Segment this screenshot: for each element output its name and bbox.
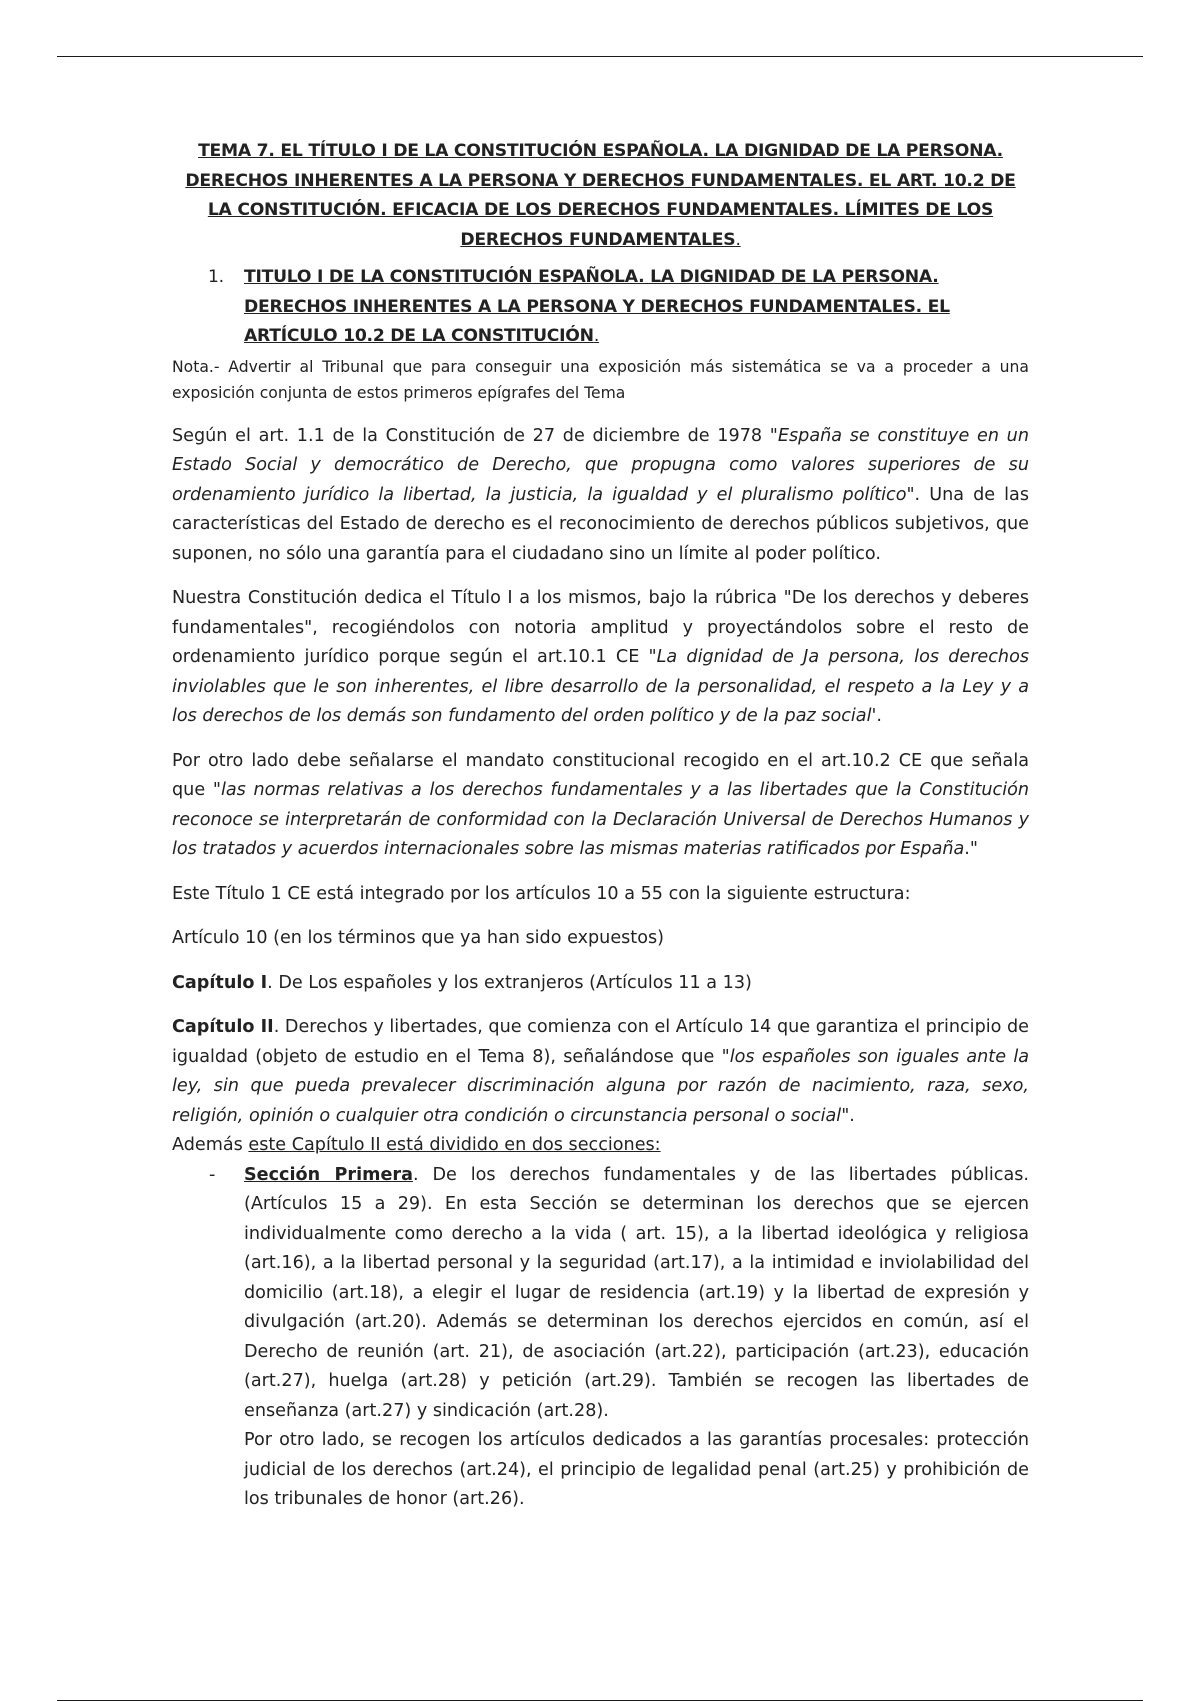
paragraph-structure: Este Título 1 CE está integrado por los artículos 10 a 55 con la siguiente estructura:	[172, 883, 911, 904]
section-heading	[172, 263, 1029, 352]
paragraph-articulo-10: Artículo 10 (en los términos que ya han sido expuestos)	[172, 928, 664, 948]
seccion-primera-text: Sección Primera. De los derechos fundamentales y de las libertades públicas. (Artículos 15 a 29). En esta Sección se determinan los derechos que se ejercen individualmente como derecho a la vida ( art. 15), a la libertad ideológica y religiosa (art.16), a la libertad personal y la seguridad (art.17), a la intimidad e inviolabilidad del domicilio (art.18), a elegir el lugar de residencia (art.19) y la libertad de expresión y divulgación (art.20). Además se determinan los derechos ejercidos en común, así el Derecho de reunión (art. 21), de asociación (art.22), participación (art.23), educación (art.27), huelga (art.28) y petición (art.29). También se recogen las libertades de enseñanza (art.27) y sindicación (art.28).	[244, 1164, 1029, 1421]
note-paragraph: Nota.- Advertir al Tribunal que para conseguir una exposición más sistemática se va a proceder a una exposición conjunta de estos primeros epígrafes del Tema	[172, 357, 1029, 402]
paragraph-ademas: Además este Capítulo II está dividido en dos secciones:	[172, 1135, 661, 1155]
list-item-body	[244, 1161, 1029, 1515]
section-heading-text: TITULO I DE LA CONSTITUCIÓN ESPAÑOLA. LA DIGNIDAD DE LA PERSONA. DERECHOS INHERENTES A LA PERSONA Y DERECHOS FUNDAMENTALES. EL ARTÍCULO 10.2 DE LA CONSTITUCIÓN.	[244, 267, 950, 346]
document-body	[172, 137, 1029, 1515]
paragraph-art-10-2: Por otro lado debe señalarse el mandato constitucional recogido en el art.10.2 CE que señala que "las normas relativas a los derechos fundamentales y a las libertades que la Constitución reconoce se interpretarán de conformidad con la Declaración Universal de Derechos Humanos y los tratados y acuerdos internacionales sobre las mismas materias ratificados por España."	[172, 750, 1030, 859]
paragraph-capitulo-1: Capítulo I. De Los españoles y los extranjeros (Artículos 11 a 13)	[172, 972, 752, 993]
list-item-seccion-primera	[172, 1161, 1029, 1515]
paragraph-titulo-i: Nuestra Constitución dedica el Título I a los mismos, bajo la rúbrica "De los derechos y deberes fundamentales", recogiéndolos con notoria amplitud y proyectándolos sobre el resto de ordenamiento jurídico porque según el art.10.1 CE "La dignidad de Ja persona, los derechos inviolables que le son inherentes, el libre desarrollo de la personalidad, el respeto a la Ley y a los derechos de los demás son fundamento del orden político y de la paz social'.	[172, 588, 1030, 726]
page-title: TEMA 7. EL TÍTULO I DE LA CONSTITUCIÓN ESPAÑOLA. LA DIGNIDAD DE LA PERSONA. DERECHOS INHERENTES A LA PERSONA Y DERECHOS FUNDAMENTALES. EL ART. 10.2 DE LA CONSTITUCIÓN. EFICACIA DE LOS DERECHOS FUNDAMENTALES. LÍMITES DE LOS DERECHOS FUNDAMENTALES.	[185, 141, 1016, 250]
header-rule	[57, 56, 1143, 57]
seccion-primera-garantias: Por otro lado, se recogen los artículos dedicados a las garantías procesales: protección judicial de los derechos (art.24), el principio de legalidad penal (art.25) y prohibición de los tribunales de honor (art.26).	[244, 1430, 1029, 1509]
paragraph-art-1-1: Según el art. 1.1 de la Constitución de 27 de diciembre de 1978 "España se constituye en un Estado Social y democrático de Derecho, que propugna como valores superiores de su ordenamiento jurídico la libertad, la justicia, la igualdad y el pluralismo político". Una de las características del Estado de derecho es el reconocimiento de derechos públicos subjetivos, que suponen, no sólo una garantía para el ciudadano sino un límite al poder político.	[172, 425, 1029, 564]
bullet-dash: -	[209, 1164, 216, 1185]
section-number: 1.	[208, 267, 224, 287]
paragraph-capitulo-2: Capítulo II. Derechos y libertades, que comienza con el Artículo 14 que garantiza el principio de igualdad (objeto de estudio en el Tema 8), señalándose que "los españoles son iguales ante la ley, sin que pueda prevalecer discriminación alguna por razón de nacimiento, raza, sexo, religión, opinión o cualquier otra condición o circunstancia personal o social".	[172, 1017, 1030, 1126]
